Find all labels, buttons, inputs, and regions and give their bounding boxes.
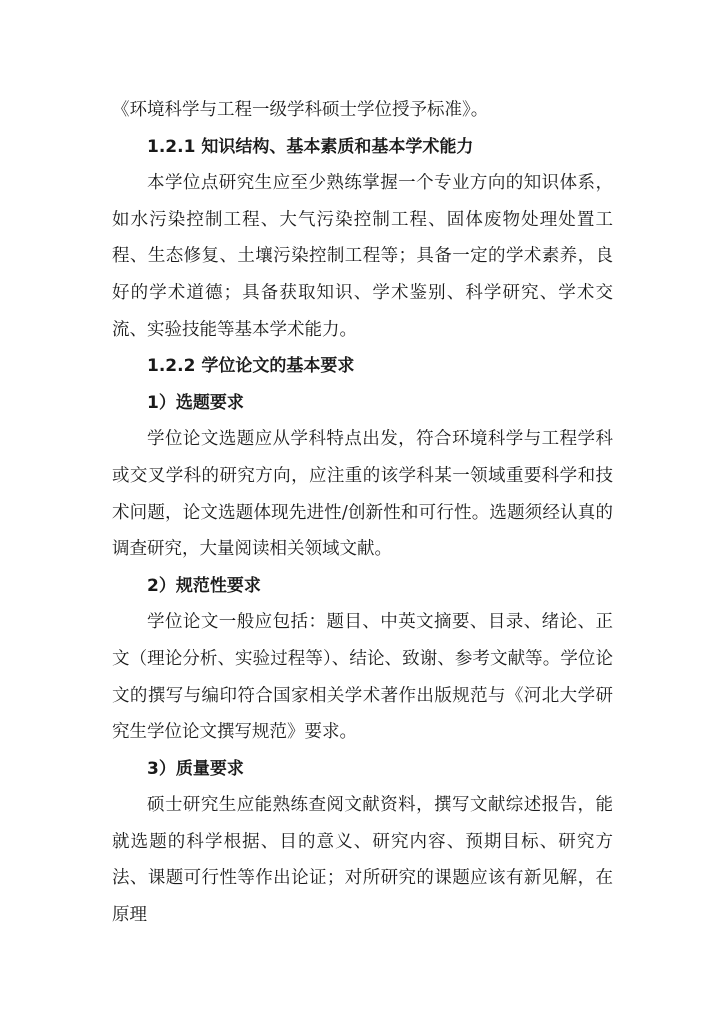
paragraph-quality: 硕士研究生应能熟练查阅文献资料，撰写文献综述报告，能就选题的科学根据、目的意义、研究内容、预期目标、研究方法、课题可行性等作出论证；对所研究的课题应该有新见解，在原理 (112, 795, 613, 926)
subheading-quality: 3）质量要求 (147, 758, 244, 779)
document-body (112, 92, 613, 934)
intro-line: 《环境科学与工程一级学科硕士学位授予标准》。 (112, 100, 489, 120)
section-heading-1-2-1: 1.2.1 知识结构、基本素质和基本学术能力 (147, 136, 474, 157)
subheading-normative: 2）规范性要求 (147, 575, 261, 596)
subheading-topic-selection: 1）选题要求 (147, 392, 244, 413)
paragraph-normative: 学位论文一般应包括：题目、中英文摘要、目录、绪论、正文（理论分析、实验过程等）、结论、致谢、参考文献等。学位论文的撰写与编印符合国家相关学术著作出版规范与《河北大学研究生学位论文撰写规范》要求。 (112, 612, 613, 743)
paragraph-knowledge-structure: 本学位点研究生应至少熟练掌握一个专业方向的知识体系，如水污染控制工程、大气污染控制工程、固体废物处理处置工程、生态修复、土壤污染控制工程等；具备一定的学术素养，良好的学术道德；具备获取知识、学术鉴别、科学研究、学术交流、实验技能等基本学术能力。 (112, 173, 613, 340)
section-heading-1-2-2: 1.2.2 学位论文的基本要求 (147, 356, 355, 377)
paragraph-topic-selection: 学位论文选题应从学科特点出发，符合环境科学与工程学科或交叉学科的研究方向，应注重的该学科某一领域重要科学和技术问题，论文选题体现先进性/创新性和可行性。选题须经认真的调查研究，大量阅读相关领域文献。 (112, 429, 613, 560)
